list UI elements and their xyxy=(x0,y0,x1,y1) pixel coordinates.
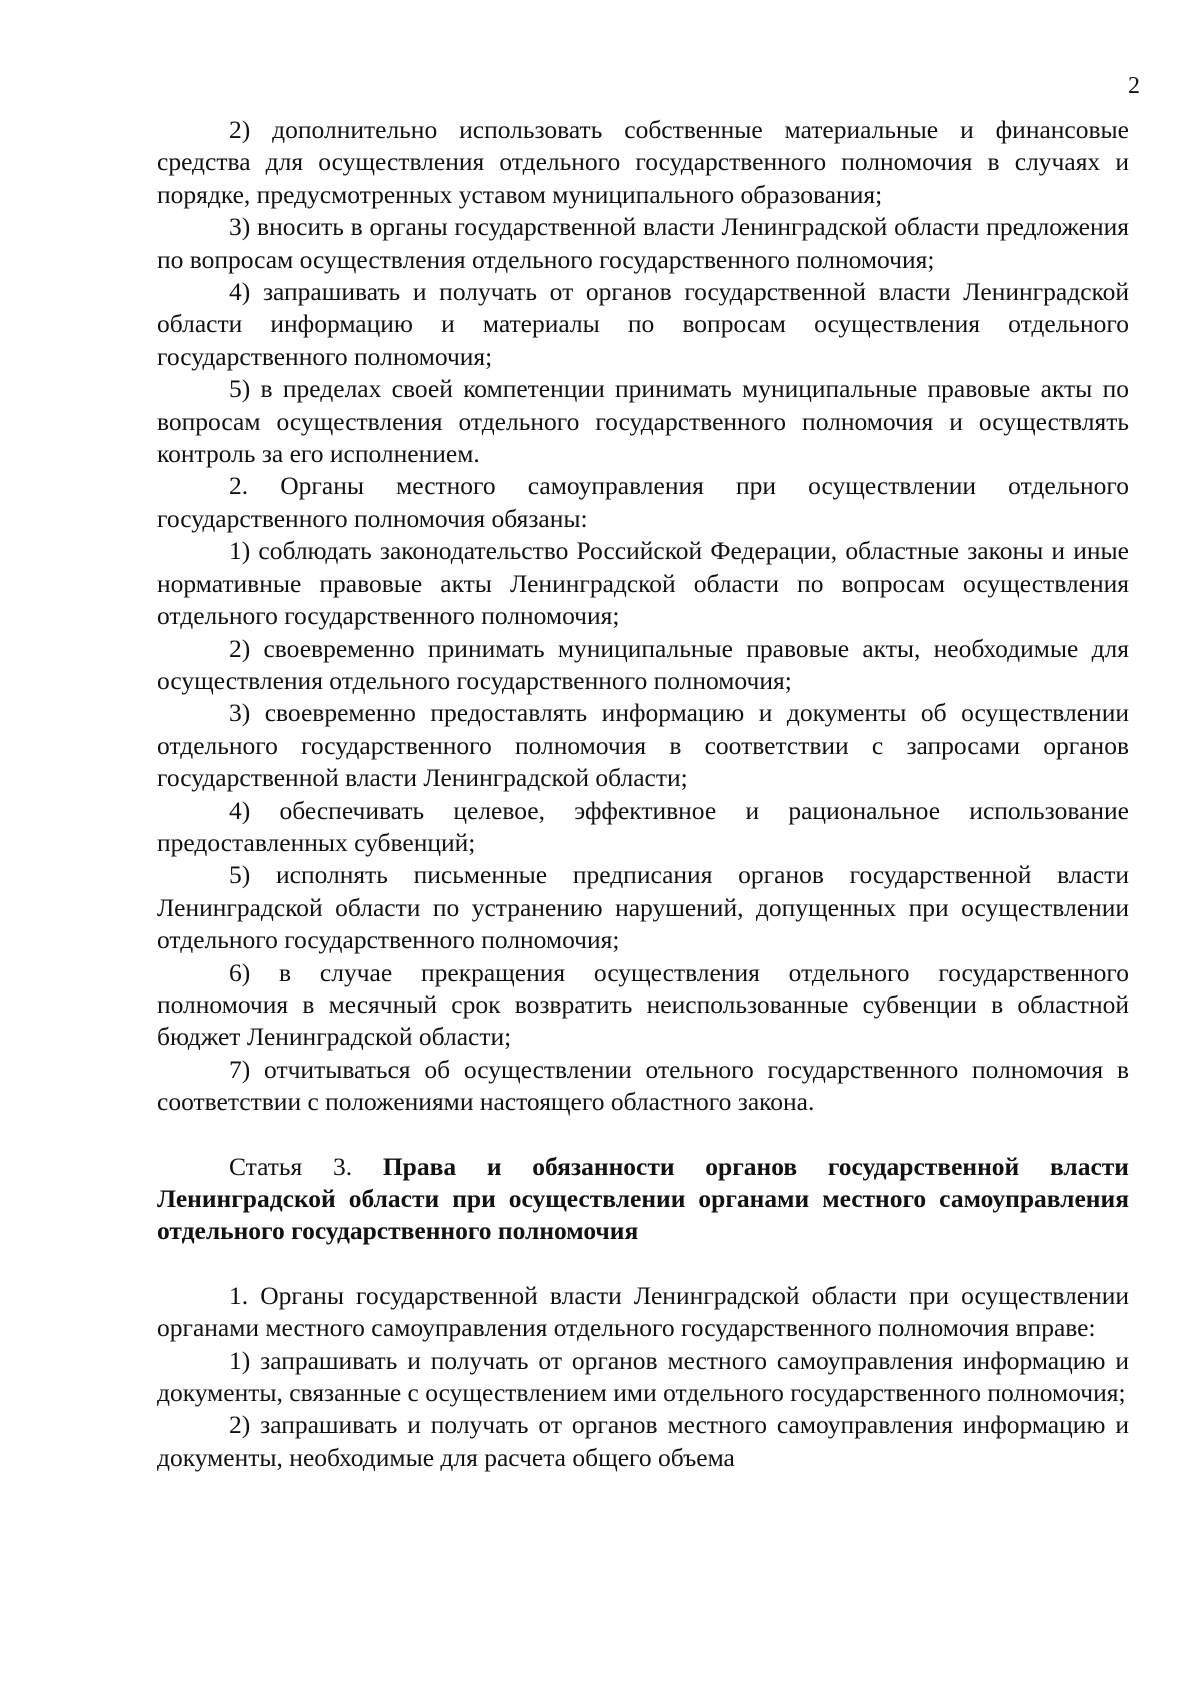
article-heading xyxy=(157,1151,1129,1248)
paragraph: 5) исполнять письменные предписания органов государственной власти Ленинградской области по устранению нарушений, допущенных при осуществлении отдельного государственного полномочия; xyxy=(157,860,1129,955)
article-title: Права и обязанности органов государственной власти Ленинградской области при осуществлении органами местного самоуправления отдельного государственного полномочия xyxy=(157,1151,1129,1246)
paragraph: 1) соблюдать законодательство Российской Федерации, областные законы и иные нормативные правовые акты Ленинградской области по вопросам осуществления отдельного государственного полномочия; xyxy=(157,536,1129,631)
paragraph: 7) отчитываться об осуществлении отельного государственного полномочия в соответствии с положениями настоящего областного закона. xyxy=(157,1054,1129,1117)
document-body xyxy=(157,114,1129,1474)
paragraph: 3) вносить в органы государственной власти Ленинградской области предложения по вопросам осуществления отдельного государственного полномочия; xyxy=(157,212,1129,274)
paragraph: 4) запрашивать и получать от органов государственной власти Ленинградской области информацию и материалы по вопросам осуществления отдельного государственного полномочия; xyxy=(157,277,1129,371)
paragraph: 5) в пределах своей компетенции принимать муниципальные правовые акты по вопросам осуществления отдельного государственного полномочия и осуществлять контроль за его исполнением. xyxy=(157,374,1129,469)
paragraph: 2) дополнительно использовать собственные материальные и финансовые средства для осуществления отдельного государственного полномочия в случаях и порядке, предусмотренных уставом муниципального образования; xyxy=(157,115,1129,209)
paragraph: 1) запрашивать и получать от органов местного самоуправления информацию и документы, связанные с осуществлением ими отдельного государственного полномочия; xyxy=(157,1345,1129,1408)
article-label: Статья 3. xyxy=(229,1151,353,1181)
paragraph: 2. Органы местного самоуправления при осуществлении отдельного государственного полномочия обязаны: xyxy=(157,471,1129,533)
paragraph: 2) запрашивать и получать от органов местного самоуправления информацию и документы, необходимые для расчета общего объема xyxy=(157,1410,1129,1472)
paragraph: 3) своевременно предоставлять информацию и документы об осуществлении отдельного государственного полномочия в соответствии с запросами органов государственной власти Ленинградской области; xyxy=(157,698,1129,793)
paragraph: 6) в случае прекращения осуществления отдельного государственного полномочия в месячный срок возвратить неиспользованные субвенции в областной бюджет Ленинградской области; xyxy=(157,957,1129,1052)
page-number: 2 xyxy=(1128,73,1140,99)
paragraph: 4) обеспечивать целевое, эффективное и рациональное использование предоставленных субвенций; xyxy=(157,795,1129,857)
paragraph: 1. Органы государственной власти Ленинградской области при осуществлении органами местного самоуправления отдельного государственного полномочия вправе: xyxy=(157,1280,1129,1343)
paragraph: 2) своевременно принимать муниципальные правовые акты, необходимые для осуществления отдельного государственного полномочия; xyxy=(157,633,1129,695)
